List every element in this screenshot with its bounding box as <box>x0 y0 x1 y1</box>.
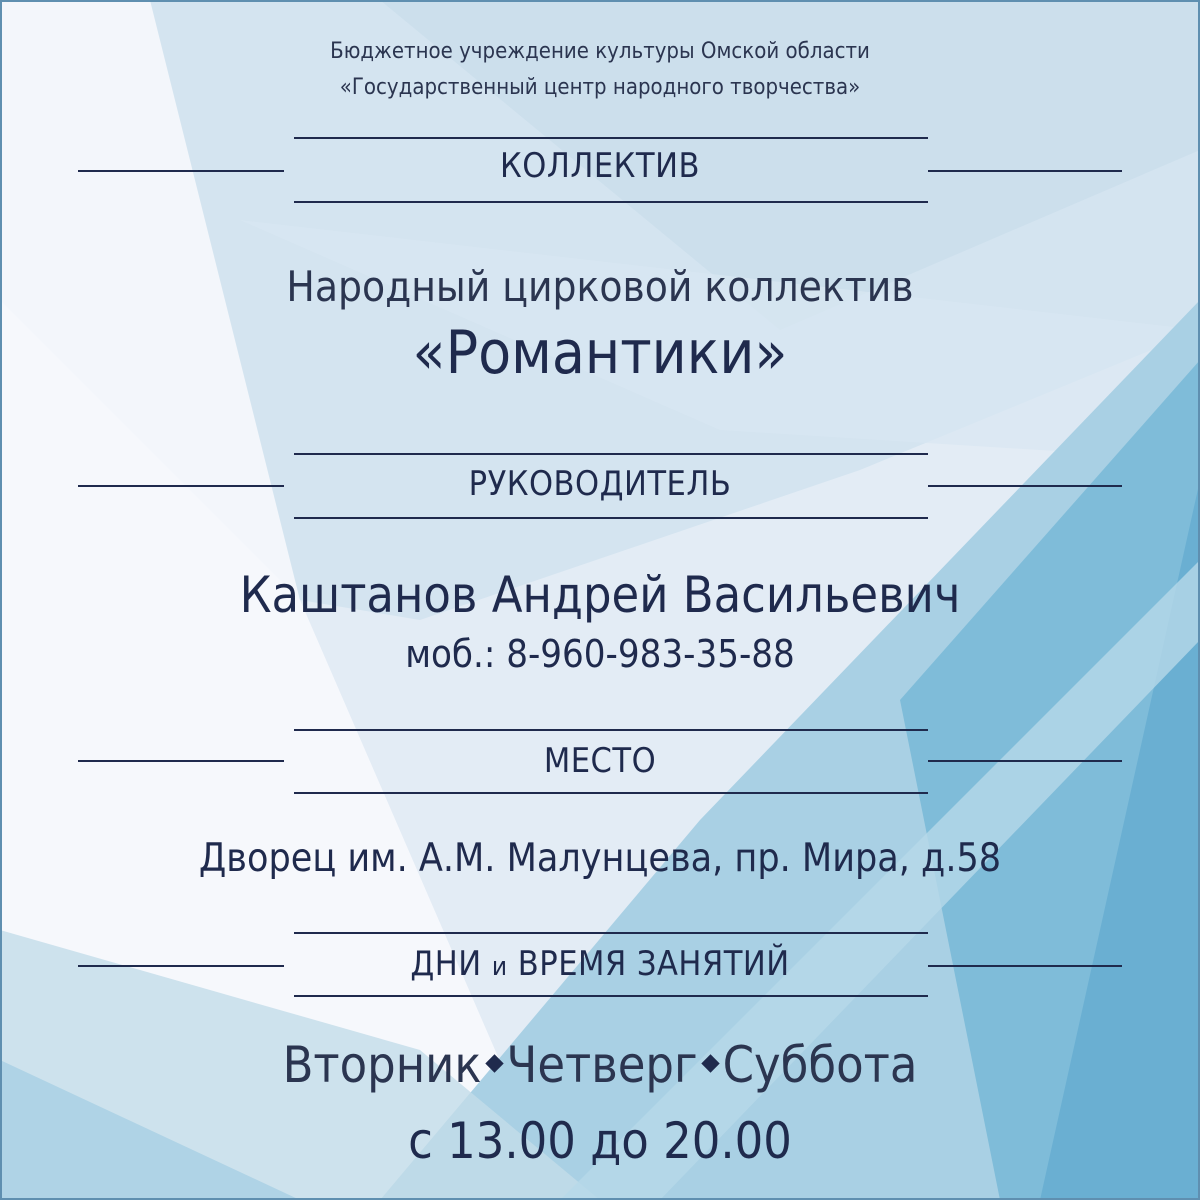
collective-type: Народный цирковой коллектив <box>286 262 914 311</box>
collective-name: «Романтики» <box>412 318 788 388</box>
divider-bottom <box>294 792 928 794</box>
divider-top <box>294 729 928 731</box>
schedule-heading-conj: и <box>491 952 508 982</box>
day-item: Вторник <box>282 1036 482 1094</box>
divider-bottom <box>294 201 928 203</box>
divider-top <box>294 453 928 455</box>
collective-heading: КОЛЛЕКТИВ <box>500 146 700 186</box>
place-heading: МЕСТО <box>543 741 657 781</box>
leader-phone: моб.: 8-960-983-35-88 <box>405 632 795 676</box>
schedule-heading-days: ДНИ <box>410 944 482 984</box>
organization-line-2: «Государственный центр народного творчества» <box>339 75 861 100</box>
schedule-days <box>0 1036 1200 1094</box>
divider-top <box>294 137 928 139</box>
schedule-heading-time: ВРЕМЯ ЗАНЯТИЙ <box>517 944 790 984</box>
diamond-icon <box>485 1054 503 1072</box>
divider-bottom <box>294 995 928 997</box>
organization-line-1: Бюджетное учреждение культуры Омской области <box>330 39 870 64</box>
schedule-time: с 13.00 до 20.00 <box>408 1112 792 1170</box>
schedule-heading <box>0 944 1200 984</box>
divider-bottom <box>294 517 928 519</box>
place-address: Дворец им. А.М. Малунцева, пр. Мира, д.58 <box>198 836 1002 881</box>
leader-heading: РУКОВОДИТЕЛЬ <box>468 464 732 504</box>
day-item: Четверг <box>506 1036 698 1094</box>
divider-top <box>294 932 928 934</box>
diamond-icon <box>701 1054 719 1072</box>
day-item: Суббота <box>722 1036 918 1094</box>
leader-name: Каштанов Андрей Васильевич <box>239 566 961 624</box>
